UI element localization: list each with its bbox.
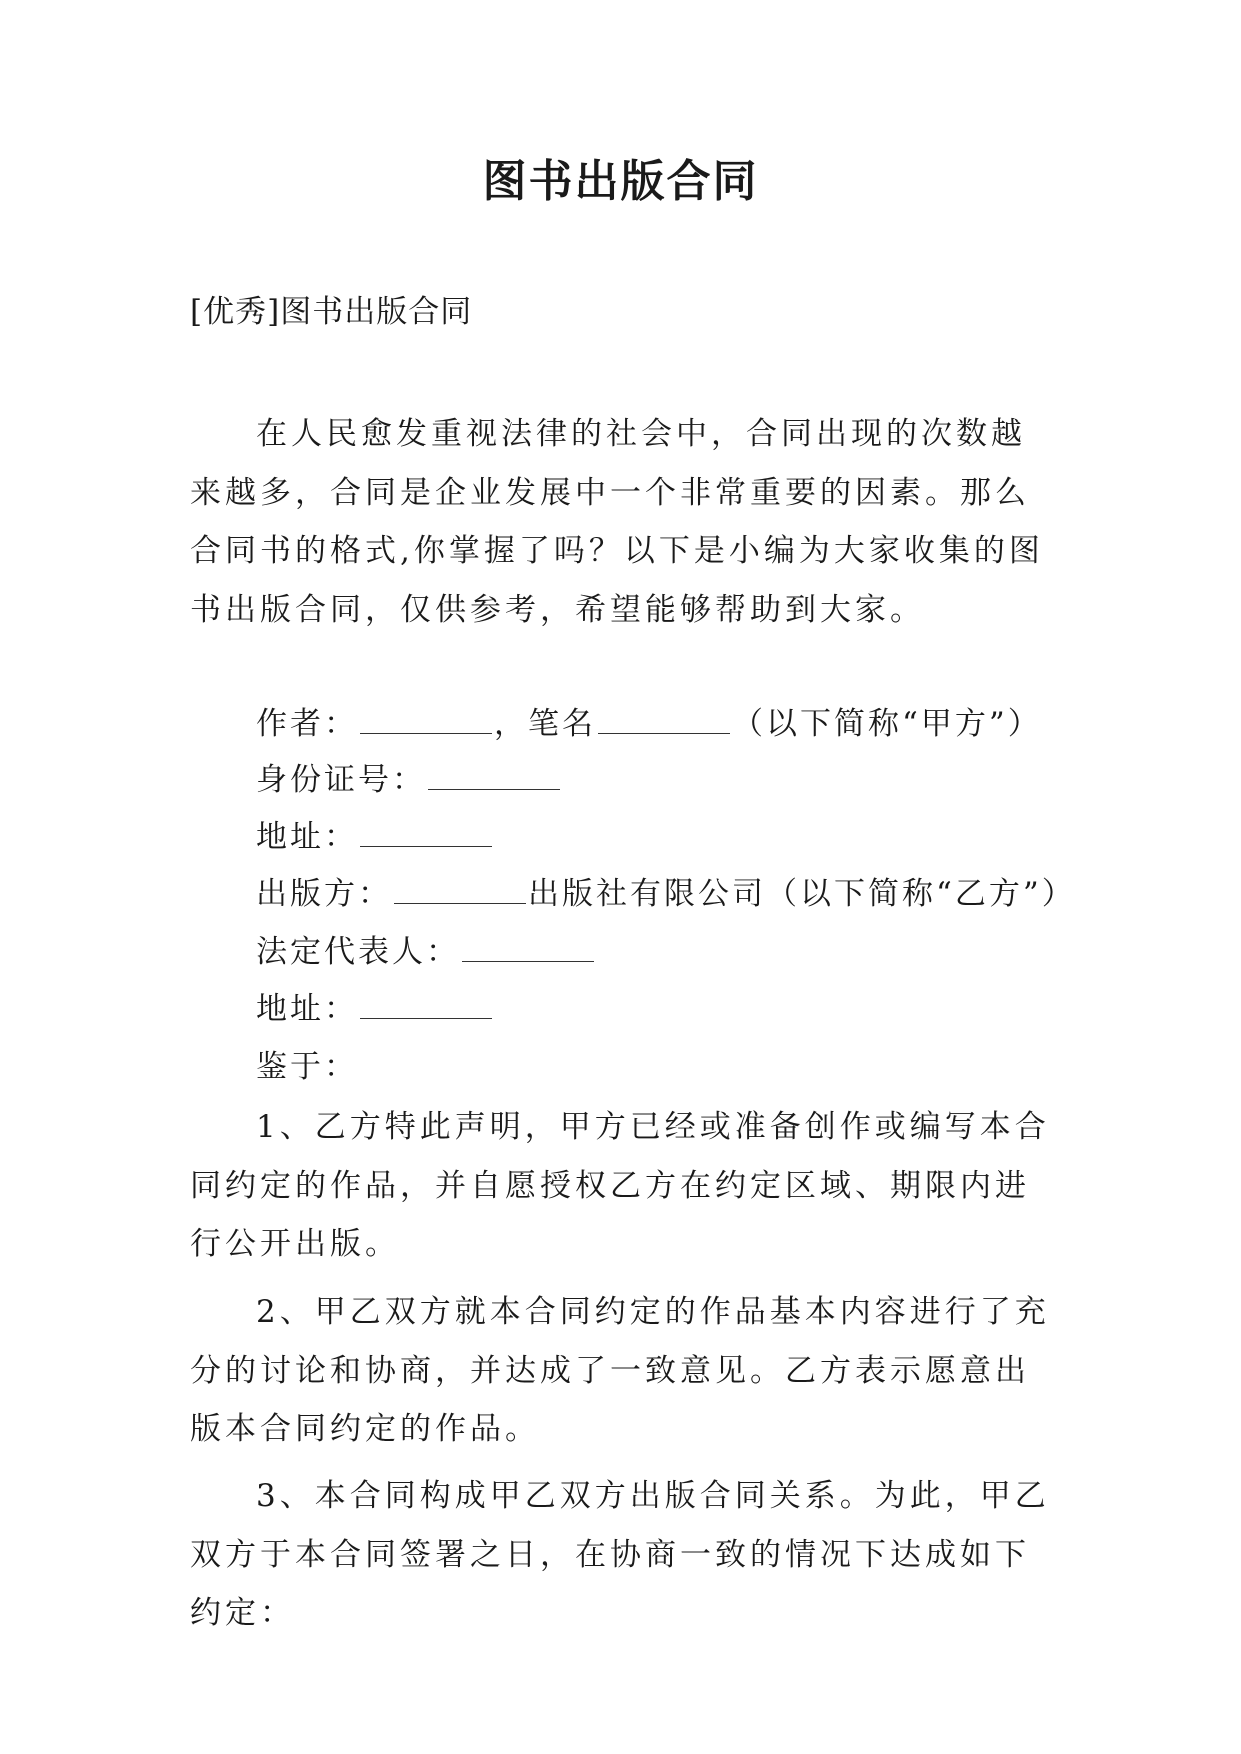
whereas-line [256,1045,358,1089]
publisher-line [256,872,1076,916]
clause-item: 2、甲乙双方就本合同约定的作品基本内容进行了充分的讨论和协商，并达成了一致意见。乙方表示愿意出版本合同约定的作品。 [190,1294,1050,1447]
publisher-suffix: 出版社有限公司（以下简称“乙方”） [528,876,1076,912]
legal-rep-line [256,930,596,974]
publisher-label: 出版方： [256,876,392,912]
publisher-address-blank [360,992,492,1019]
intro-paragraph: 在人民愈发重视法律的社会中，合同出现的次数越来越多，合同是企业发展中一个非常重要的因素。那么合同书的格式,你掌握了吗？以下是小编为大家收集的图书出版合同，仅供参考，希望能够帮助到大家。 [190,416,1044,628]
id-number-line [256,758,562,802]
author-address-blank [360,820,492,847]
author-line [256,702,1042,746]
clause-item: 3、本合同构成甲乙双方出版合同关系。为此，甲乙双方于本合同签署之日，在协商一致的情况下达成如下约定： [190,1478,1050,1631]
publisher-blank [394,877,526,904]
pen-name-label: ，笔名 [494,706,596,742]
author-label: 作者： [256,706,358,742]
whereas-label: 鉴于： [256,1049,358,1085]
author-address-line [256,815,494,859]
id-number-label: 身份证号： [256,762,426,798]
pen-name-blank [598,707,730,734]
author-blank [360,707,492,734]
publisher-address-label: 地址： [256,991,358,1027]
author-address-label: 地址： [256,819,358,855]
publisher-address-line [256,987,494,1031]
document-title: 图书出版合同 [482,156,759,207]
clause-item: 1、乙方特此声明，甲方已经或准备创作或编写本合同约定的作品，并自愿授权乙方在约定区域、期限内进行公开出版。 [190,1109,1050,1262]
legal-rep-label: 法定代表人： [256,934,460,970]
party-a-suffix: （以下简称“甲方”） [732,706,1042,742]
document-subtitle: [优秀]图书出版合同 [190,294,473,330]
legal-rep-blank [462,935,594,962]
id-number-blank [428,763,560,790]
